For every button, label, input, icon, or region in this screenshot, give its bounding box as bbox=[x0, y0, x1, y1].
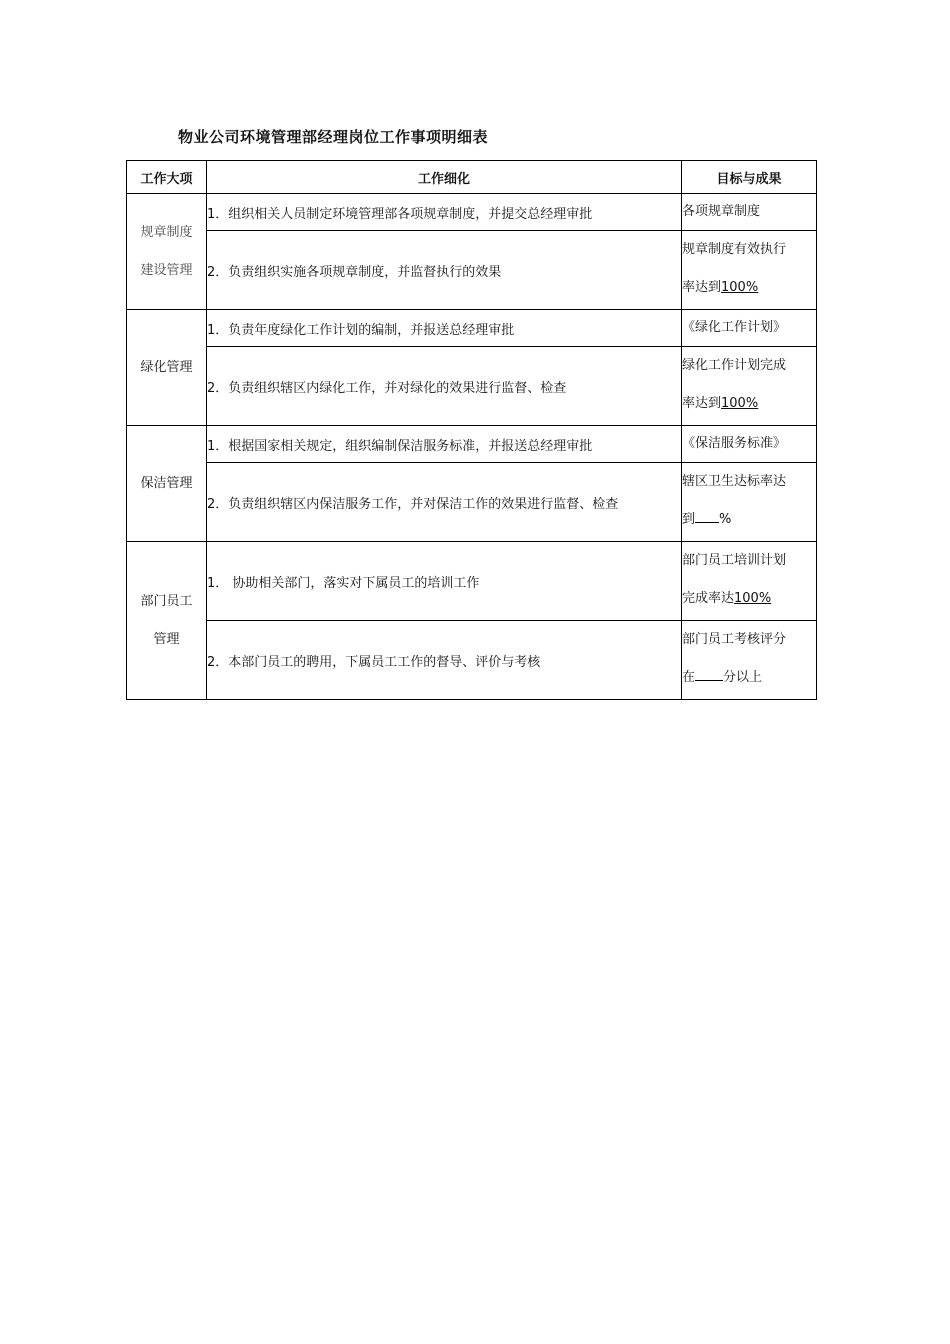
task-cell: 2．负责组织辖区内保洁服务工作，并对保洁工作的效果进行监督、检查 bbox=[207, 463, 682, 542]
task-cell: 1．负责年度绿化工作计划的编制，并报送总经理审批 bbox=[207, 310, 682, 347]
category-line: 保洁管理 bbox=[140, 475, 193, 491]
header-goal: 目标与成果 bbox=[682, 161, 817, 194]
document-title: 物业公司环境管理部经理岗位工作事项明细表 bbox=[178, 128, 489, 146]
category-cell bbox=[127, 194, 207, 310]
goal-line: 率达到100% bbox=[682, 280, 759, 295]
header-task: 工作细化 bbox=[207, 161, 682, 194]
table-header-row bbox=[127, 161, 817, 194]
work-items-table bbox=[126, 160, 817, 700]
category-line: 规章制度 bbox=[140, 224, 193, 240]
task-cell: 2．本部门员工的聘用，下属员工工作的督导、评价与考核 bbox=[207, 621, 682, 700]
goal-line: 辖区卫生达标率达 bbox=[682, 474, 787, 489]
goal-line: 部门员工考核评分 bbox=[682, 632, 787, 647]
category-line: 部门员工 bbox=[140, 593, 193, 609]
table-row bbox=[127, 310, 817, 347]
goal-cell: 《保洁服务标准》 bbox=[682, 426, 817, 463]
goal-cell: 《绿化工作计划》 bbox=[682, 310, 817, 347]
table-row bbox=[127, 426, 817, 463]
goal-line: 在 分以上 bbox=[682, 659, 816, 697]
goal-cell bbox=[682, 463, 817, 542]
category-cell bbox=[127, 426, 207, 542]
goal-line: 完成率达100% bbox=[682, 591, 772, 606]
goal-line: 规章制度有效执行 bbox=[682, 242, 787, 257]
table-row bbox=[127, 542, 817, 621]
goal-cell: 各项规章制度 bbox=[682, 194, 817, 231]
task-cell: 1．根据国家相关规定，组织编制保洁服务标准，并报送总经理审批 bbox=[207, 426, 682, 463]
table-row bbox=[127, 347, 817, 426]
task-cell: 2．负责组织实施各项规章制度，并监督执行的效果 bbox=[207, 231, 682, 310]
category-cell bbox=[127, 310, 207, 426]
task-cell: 2．负责组织辖区内绿化工作，并对绿化的效果进行监督、检查 bbox=[207, 347, 682, 426]
blank-line bbox=[695, 508, 719, 523]
task-cell: 1． 协助相关部门，落实对下属员工的培训工作 bbox=[207, 542, 682, 621]
category-cell bbox=[127, 542, 207, 700]
goal-line: 率达到100% bbox=[682, 396, 759, 411]
category-line: 绿化管理 bbox=[140, 359, 193, 375]
category-line: 建设管理 bbox=[140, 262, 193, 278]
goal-cell bbox=[682, 347, 817, 426]
table-row bbox=[127, 621, 817, 700]
table-row bbox=[127, 463, 817, 542]
blank-line bbox=[695, 666, 723, 681]
goal-line: 到 % bbox=[682, 501, 816, 539]
goal-line: 部门员工培训计划 bbox=[682, 553, 787, 568]
goal-line: 绿化工作计划完成 bbox=[682, 358, 787, 373]
goal-cell bbox=[682, 542, 817, 621]
header-category: 工作大项 bbox=[127, 161, 207, 194]
table-row bbox=[127, 231, 817, 310]
table-row bbox=[127, 194, 817, 231]
category-line: 管理 bbox=[153, 631, 180, 647]
task-cell: 1．组织相关人员制定环境管理部各项规章制度，并提交总经理审批 bbox=[207, 194, 682, 231]
goal-cell bbox=[682, 621, 817, 700]
goal-cell bbox=[682, 231, 817, 310]
